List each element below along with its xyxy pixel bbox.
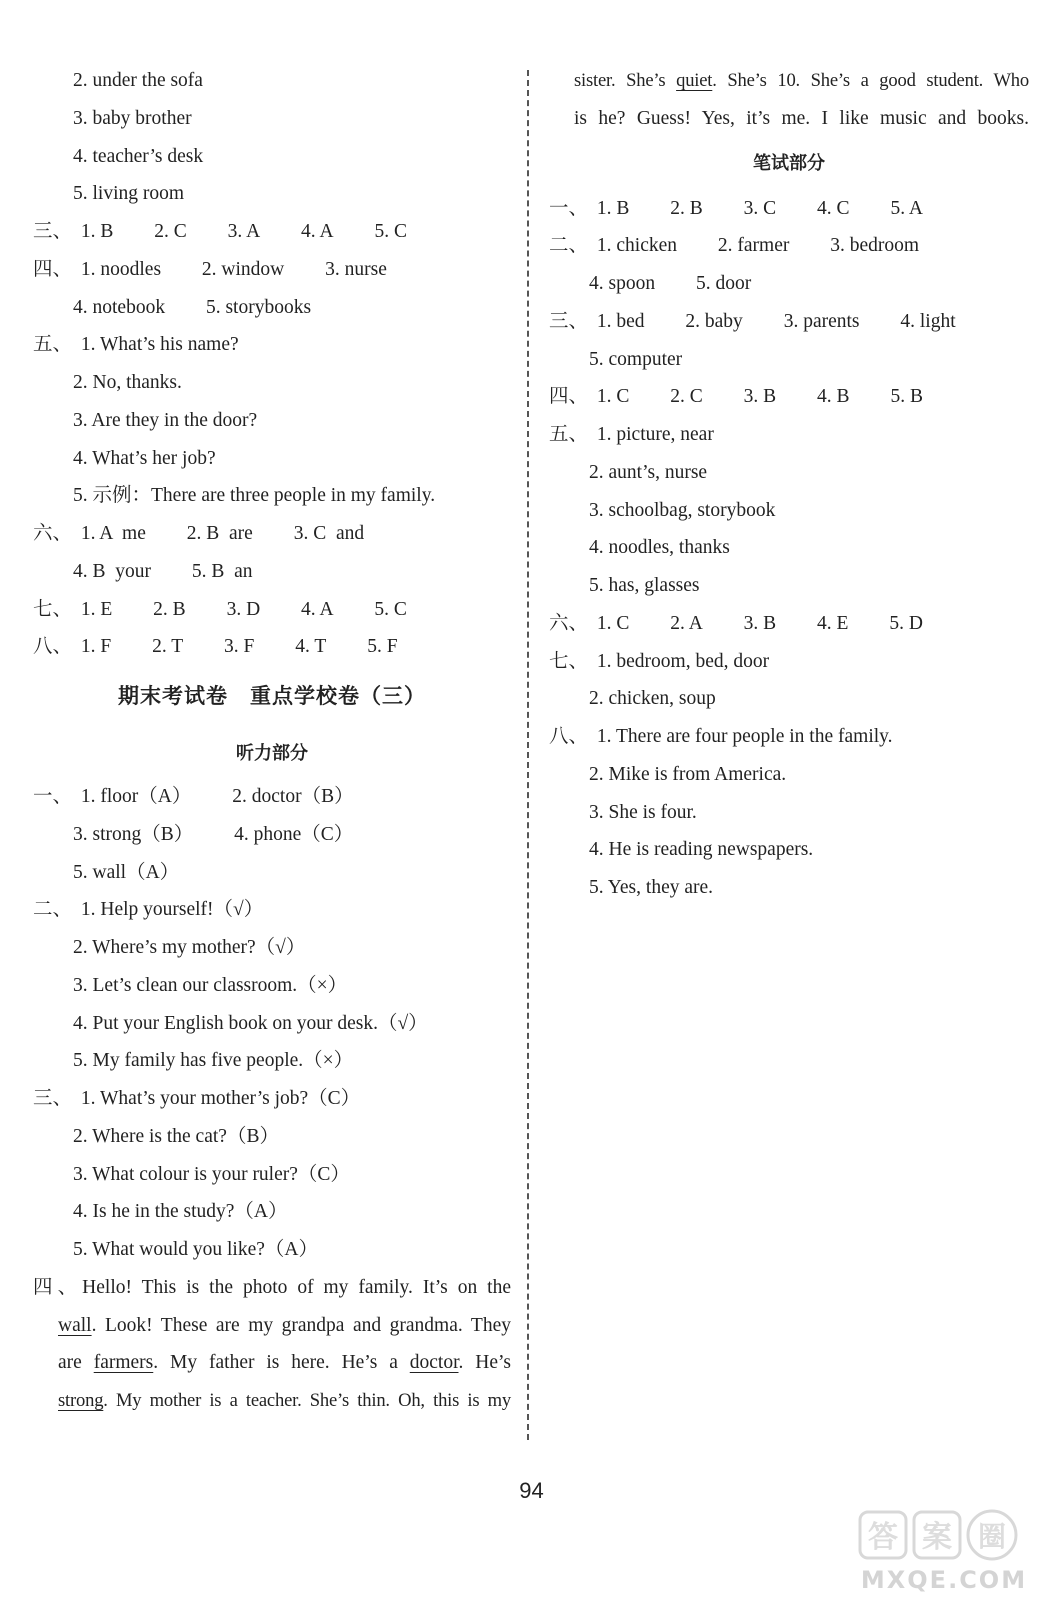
section-label: 五、 (33, 334, 73, 356)
answer-item: 3. F (224, 636, 255, 658)
section-label: 七、 (33, 598, 73, 620)
answer-line: 5. What would you like?（A） (73, 1239, 318, 1260)
passage-text: sister. She’s (574, 70, 677, 91)
written-section-2 (549, 227, 1029, 265)
written-section-6 (549, 605, 1029, 643)
answer-item: 3. strong（B） (73, 823, 194, 845)
answer-line: 5. My family has five people.（×） (73, 1050, 354, 1072)
section-label: 一、 (549, 197, 589, 219)
written-section-5 (549, 416, 1029, 454)
answer-item: 2. baby (685, 310, 743, 332)
underlined-answer: strong (58, 1390, 104, 1411)
answer-item: 1. noodles (80, 258, 162, 280)
answer-item: 5. D (889, 612, 923, 634)
answer-item: 2. doctor（B） (232, 786, 354, 807)
answer-item: 4. notebook (73, 296, 166, 318)
section-label: 七、 (549, 650, 589, 672)
answer-item: 1. B (596, 197, 630, 219)
section-label: 四、 (33, 1276, 83, 1298)
section-7 (33, 591, 511, 629)
answer-item: 4. phone（C） (234, 823, 354, 845)
section-label: 三、 (33, 1088, 73, 1109)
answer-line: 4. noodles, thanks (589, 537, 730, 559)
answer-item: 5. storybooks (205, 296, 312, 318)
section-3 (33, 213, 511, 251)
written-section-4 (549, 378, 1029, 416)
passage-text: . He’s (458, 1352, 512, 1374)
passage-text: . Look! These are my grandpa and grandma. They (91, 1314, 511, 1336)
section-label: 五、 (549, 424, 589, 445)
section-4-cont (33, 289, 511, 327)
written-section-3 (549, 303, 1029, 341)
answer-line: 2. Where is the cat?（B） (73, 1125, 279, 1147)
section-label: 二、 (549, 235, 589, 257)
answer-item: 1. C (596, 386, 630, 408)
passage-line (33, 1382, 511, 1420)
answer-line: 3. Let’s clean our classroom.（×） (73, 974, 348, 996)
answer-item: 3. D (226, 598, 261, 620)
passage-line (33, 1269, 511, 1307)
section-label: 三、 (33, 221, 73, 242)
answer-item: 5. C (374, 221, 407, 242)
answer-line: 4. What’s her job? (73, 447, 216, 469)
answer-item: 4. B your (73, 560, 151, 582)
section-label: 二、 (33, 899, 73, 921)
answer-item: 5. B an (191, 560, 253, 582)
answer-item: 3. B (743, 612, 777, 634)
answer-item: 2. T (152, 636, 184, 658)
answer-line: 3. What colour is your ruler?（C） (73, 1163, 350, 1185)
underlined-answer: doctor (409, 1352, 459, 1374)
section-8 (33, 628, 511, 666)
answer-item: 1. C (596, 612, 630, 634)
watermark-text: MXQE.COM (860, 1566, 1028, 1594)
answer-item: 4. A (301, 221, 334, 242)
listening-section-2 (33, 891, 511, 929)
answer-line: 2. Where’s my mother?（√） (73, 937, 306, 958)
answer-line: 2. chicken, soup (589, 688, 716, 710)
watermark-char: 案 (922, 1520, 952, 1555)
answer-item: 5. computer (589, 348, 683, 370)
answer-item: 4. E (817, 612, 849, 634)
answer-item: 3. nurse (325, 258, 387, 280)
answer-item: 1. What’s your mother’s job?（C） (80, 1088, 361, 1109)
page-number: 94 (519, 1478, 544, 1503)
answer-item: 5. B (890, 386, 923, 408)
passage-line: is he? Guess! Yes, it’s me. I like music and books. (574, 107, 1029, 129)
watermark-logo (854, 1508, 1029, 1594)
section-label: 八、 (33, 636, 73, 658)
written-section-7 (549, 643, 1029, 681)
answer-item: 3. parents (783, 310, 860, 332)
watermark-char: 圈 (977, 1520, 1007, 1553)
answer-item: 2. C (154, 221, 187, 242)
written-title: 笔试部分 (753, 152, 825, 174)
written-section-2-cont (549, 265, 1029, 303)
answer-line: 5. has, glasses (589, 575, 700, 596)
answer-line: 5. wall（A） (73, 861, 180, 883)
written-section-8 (549, 718, 1029, 756)
answer-line: 3. baby brother (73, 107, 192, 129)
answer-line: 5. living room (73, 183, 185, 205)
answer-item: 3. B (743, 386, 777, 408)
passage-line (33, 1307, 511, 1345)
answer-line: 5. Yes, they are. (589, 877, 714, 898)
answer-line: 3. Are they in the door? (73, 409, 258, 431)
answer-item: 1. E (80, 598, 113, 620)
listening-section-1 (33, 778, 511, 816)
answer-item: 1. floor（A） (80, 786, 192, 807)
underlined-answer: farmers (93, 1352, 154, 1374)
answer-item: 3. bedroom (830, 235, 920, 257)
answer-item: 5. A (890, 197, 923, 219)
section-4 (33, 251, 511, 289)
answer-line: 4. Put your English book on your desk.（√） (73, 1012, 428, 1034)
section-label: 一、 (33, 786, 73, 807)
underlined-answer: quiet (676, 70, 713, 91)
answer-line: 4. Is he in the study?（A） (73, 1201, 288, 1223)
answer-line: 3. She is four. (589, 801, 697, 823)
answer-line: 3. schoolbag, storybook (589, 499, 776, 521)
answer-item: 2. A (670, 612, 703, 634)
section-5 (33, 326, 511, 364)
passage-line (549, 62, 1029, 100)
answer-item: 2. C (670, 386, 703, 408)
answer-item: 2. window (201, 258, 285, 280)
listening-section-3 (33, 1080, 511, 1118)
answer-item: 4. light (900, 310, 956, 332)
listening-section-1-cont (33, 816, 511, 854)
answer-item: 4. B (817, 386, 850, 408)
answer-item: 4. T (295, 636, 327, 658)
underlined-answer: wall (58, 1314, 92, 1336)
section-label: 六、 (549, 612, 589, 634)
answer-line: 2. Mike is from America. (589, 763, 787, 785)
answer-line: 4. teacher’s desk (73, 145, 204, 167)
passage-text: . My father is here. He’s a (153, 1352, 410, 1374)
answer-line: 4. He is reading newspapers. (589, 839, 814, 861)
section-label: 六、 (33, 523, 73, 544)
answer-item: 1. picture, near (596, 424, 714, 445)
answer-item: 2. farmer (717, 235, 790, 257)
answer-item: 5. door (695, 273, 752, 294)
passage-line (33, 1344, 511, 1382)
section-6-cont (33, 553, 511, 591)
answer-item: 3. C (743, 197, 777, 219)
watermark-char: 答 (868, 1520, 898, 1555)
section-label: 八、 (549, 726, 589, 747)
answer-item: 1. B (80, 221, 114, 242)
exam-title: 期末考试卷 重点学校卷（三） (118, 684, 426, 708)
answer-item: 3. A (227, 221, 261, 242)
passage-text: are (58, 1352, 94, 1374)
answer-item: 1. chicken (596, 235, 678, 257)
answer-item: 1. Help yourself!（√） (80, 899, 264, 921)
right-column (549, 62, 1029, 907)
answer-item: 4. A (301, 598, 334, 620)
answer-item: 5. C (374, 598, 407, 620)
answer-item: 2. B (670, 197, 703, 219)
answer-item: 1. There are four people in the family. (596, 726, 893, 747)
answer-item: 1. bedroom, bed, door (596, 650, 770, 672)
answer-line: 5. 示例：There are three people in my family. (73, 485, 436, 507)
answer-line: 2. aunt’s, nurse (589, 461, 708, 483)
answer-item: 1. A me (80, 523, 146, 544)
answer-item: 3. C and (293, 523, 365, 544)
listening-section-4-passage (33, 1269, 511, 1420)
listening-title: 听力部分 (236, 743, 308, 764)
answer-item: 1. bed (596, 310, 645, 332)
answer-item: 5. F (367, 636, 398, 658)
answer-item: 4. spoon (589, 273, 656, 294)
answer-line: 2. No, thanks. (73, 372, 182, 393)
answer-item: 2. B (153, 598, 186, 620)
answer-item: 1. F (80, 636, 112, 658)
written-section-1 (549, 190, 1029, 228)
section-label: 四、 (33, 258, 73, 280)
section-label: 四、 (549, 386, 589, 408)
column-divider (527, 70, 529, 1440)
passage-continuation (549, 62, 1029, 138)
left-column (33, 62, 511, 1420)
section-6 (33, 515, 511, 553)
passage-text: Hello! This is the photo of my family. It’s on the (82, 1276, 511, 1298)
passage-text: . She’s 10. She’s a good student. Who (712, 70, 1029, 91)
written-section-3-cont (549, 341, 1029, 379)
answer-line: 2. under the sofa (73, 70, 203, 91)
passage-text: . My mother is a teacher. She’s thin. Oh, this is my (103, 1390, 511, 1411)
section-label: 三、 (549, 310, 589, 332)
answer-item: 2. B are (186, 523, 253, 544)
answer-item: 4. C (817, 197, 850, 219)
answer-item: 1. What’s his name? (80, 334, 239, 356)
